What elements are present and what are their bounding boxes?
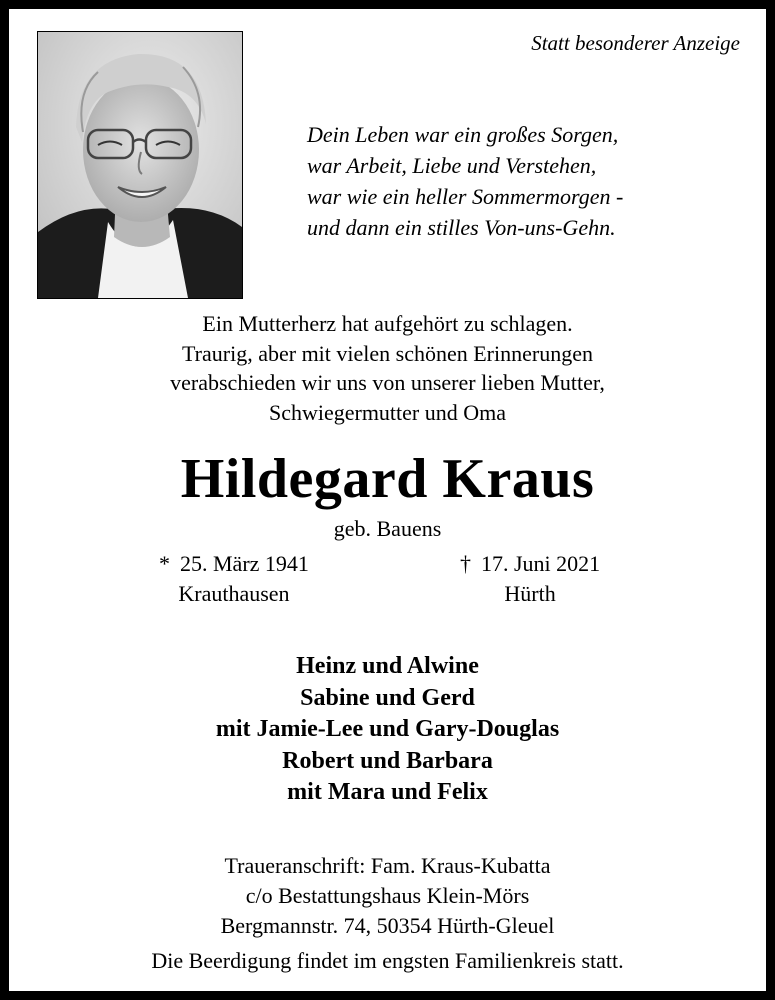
- family-line: mit Jamie-Lee und Gary-Douglas: [215, 716, 560, 742]
- birth-info: [159, 549, 309, 609]
- family-line: Heinz und Alwine: [296, 653, 479, 679]
- family-line: Robert und Barbara: [282, 747, 493, 774]
- maiden-name: geb. Bauens: [333, 516, 442, 541]
- address-line: Bergmannstr. 74, 50354 Hürth-Gleuel: [220, 913, 555, 938]
- birth-date-line: [159, 549, 309, 579]
- address-line: Traueranschrift: Fam. Kraus-Kubatta: [224, 853, 551, 878]
- family-line: Sabine und Gerd: [300, 684, 475, 711]
- notice-frame: [9, 9, 766, 991]
- poem-line: und dann ein stilles Von-uns-Gehn.: [307, 215, 616, 240]
- death-place: Hürth: [504, 581, 556, 606]
- address-line: c/o Bestattungshaus Klein-Mörs: [245, 883, 530, 908]
- poem-line: war wie ein heller Sommermorgen -: [307, 184, 624, 209]
- birth-star-icon: *: [159, 551, 170, 576]
- funeral-note: Die Beerdigung findet im engsten Familienkreis statt.: [151, 948, 624, 973]
- intro-line: verabschieden wir uns von unserer lieben Mutter,: [170, 370, 605, 395]
- birth-date: 25. März 1941: [180, 551, 309, 576]
- death-date: 17. Juni 2021: [481, 551, 601, 576]
- poem-line: Dein Leben war ein großes Sorgen,: [307, 122, 619, 147]
- intro-line: Schwiegermutter und Oma: [268, 399, 507, 425]
- portrait-photo: [37, 31, 243, 299]
- notice-content: [11, 11, 764, 989]
- death-date-line: [460, 549, 600, 579]
- intro-line: Ein Mutterherz hat aufgehört zu schlagen.: [202, 311, 573, 336]
- header-note: Statt besonderer Anzeige: [531, 31, 740, 55]
- poem: [307, 119, 623, 243]
- intro-text: [11, 309, 764, 427]
- mourning-address: [11, 851, 764, 941]
- intro-line: Traurig, aber mit vielen schönen Erinnerungen: [182, 340, 593, 366]
- poem-line: war Arbeit, Liebe und Verstehen,: [307, 153, 597, 178]
- death-info: [460, 549, 600, 609]
- family-line: mit Mara und Felix: [287, 779, 488, 805]
- birth-place: Krauthausen: [178, 581, 290, 606]
- family-list: [11, 651, 764, 809]
- death-cross-icon: †: [460, 551, 471, 576]
- deceased-name: Hildegard Kraus: [180, 448, 595, 510]
